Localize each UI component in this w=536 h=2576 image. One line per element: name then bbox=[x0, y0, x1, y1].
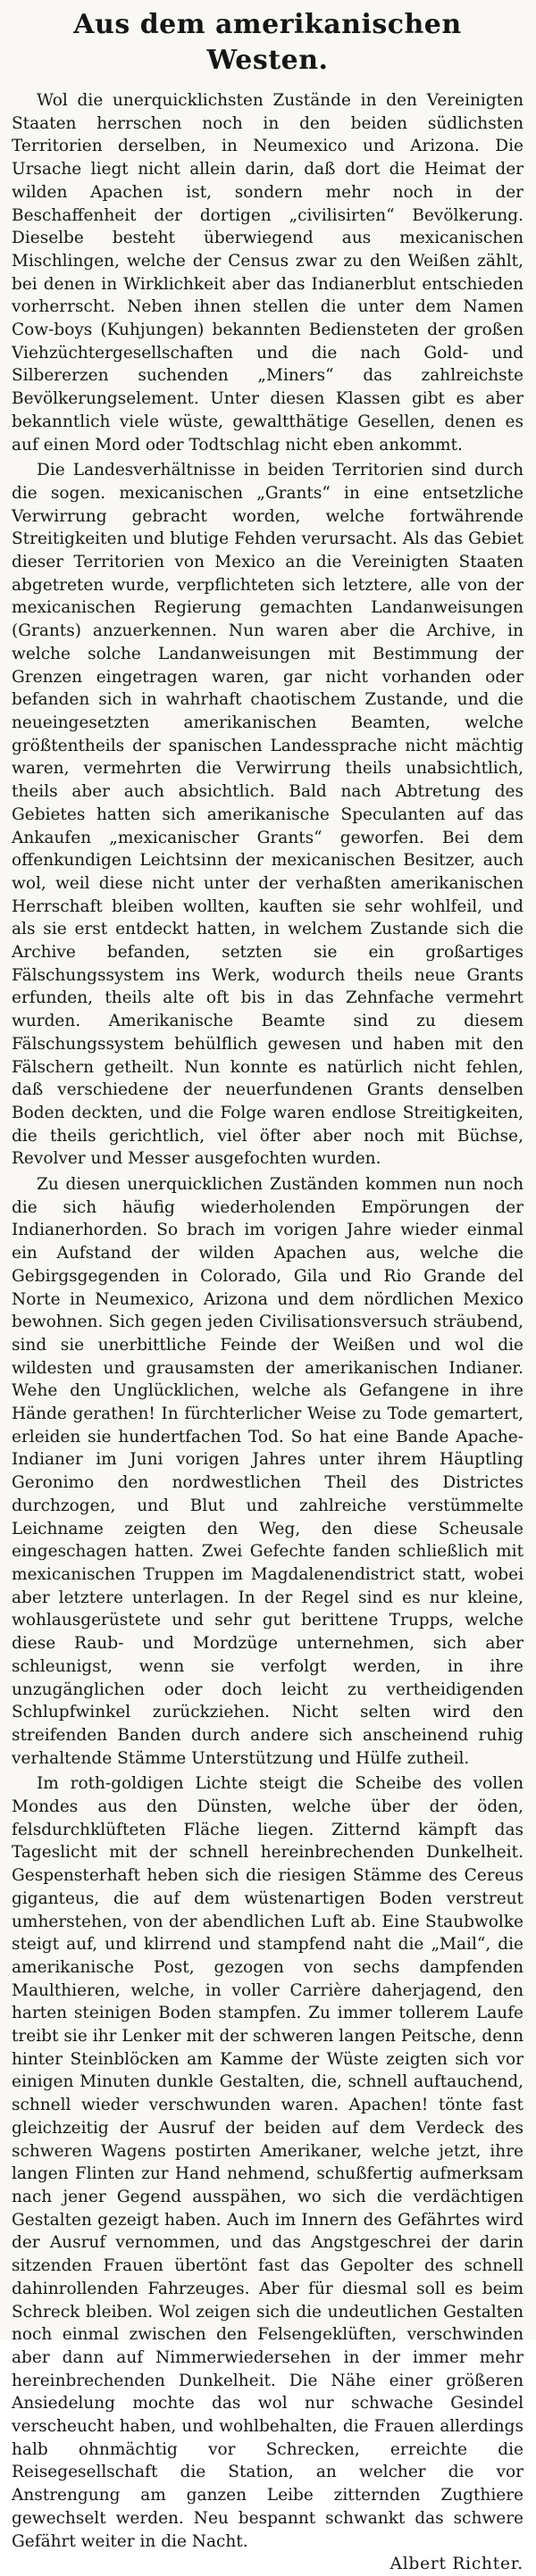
author-signature: Albert Richter. bbox=[389, 2555, 523, 2574]
article-paragraph: Die Landesverhältnisse in beiden Territorien sind durch die sogen. mexicanischen „Grants“ in eine entsetzliche Verwirrung gebracht worden, welche fortwährende Streitigkeiten und blutige Fehden verursacht. Als das Gebiet dieser Territorien von Mexico an die Vereinigten Staaten abgetreten wurde, verpflichteten sich letztere, alle von der mexicanischen Regierung gemachten Landanweisungen (Grants) anzuerkennen. Nun waren aber die Archive, in welche solche Landanweisungen mit Bestimmung der Grenzen eingetragen waren, gar nicht vorhanden oder befanden sich in wahrhaft chaotischem Zustande, und die neueingesetzten amerikanischen Beamten, welche größtentheils der spanischen Landessprache nicht mächtig waren, vermehrten die Verwirrung theils unabsichtlich, theils aber auch absichtlich. Bald nach Abtretung des Gebietes hatten sich amerikanische Speculanten auf das Ankaufen „mexicanischer Grants“ geworfen. Bei dem offenkundigen Leichtsinn der mexicanischen Besitzer, auch wol, weil diese nicht unter der verhaßten amerikanischen Herrschaft bleiben wollten, kauften sie sehr wohlfeil, und als sie erst entdeckt hatten, in welchem Zustande sich die Archive befanden, setzten sie ein großartiges Fälschungssystem ins Werk, wodurch theils neue Grants erfunden, theils alte oft bis in das Zehnfache vermehrt wurden. Amerikanische Beamte sind zu diesem Fälschungssystem behülflich gewesen und haben mit den Fälschern getheilt. Nun konnte es natürlich nicht fehlen, daß verschiedene der neuerfundenen Grants denselben Boden deckten, und die Folge waren endlose Streitigkeiten, die theils gerichtlich, viel öfter aber noch mit Büchse, Revolver und Messer ausgefochten wurden. bbox=[12, 461, 523, 1169]
article-title: Aus dem amerikanischen Westen. bbox=[73, 9, 462, 76]
article-paragraph: Im roth-goldigen Lichte steigt die Scheibe des vollen Mondes aus den Dünsten, welche über der öden, felsdurchklüfteten Fläche liegen. Zitternd kämpft das Tageslicht mit der schnell hereinbrechenden Dunkelheit. Gespensterhaft heben sich die riesigen Stämme des Cereus giganteus, die auf dem wüstenartigen Boden verstreut umherstehen, von der abendlichen Luft ab. Eine Staubwolke steigt auf, und klirrend und stampfend naht die „Mail“, die amerikanische Post, gezogen von sechs dampfenden Maulthieren, welche, in voller Carrière daherjagend, den harten steinigen Boden stampfen. Zu immer tollerem Laufe treibt sie ihr Lenker mit der schweren langen Peitsche, denn hinter Steinblöcken am Kamme der Wüste zeigten sich vor einigen Minuten dunkle Gestalten, die, schnell auftauchend, schnell wieder verschwunden waren. Apachen! tönte fast gleichzeitig der Ausruf der beiden auf dem Verdeck des schweren Wagens postirten Amerikaner, welche jetzt, ihre langen Flinten zur Hand nehmend, schußfertig aufmerksam nach jener Gegend ausspähen, wo sich die verdächtigen Gestalten gezeigt haben. Auch im Innern des Gefährtes wird der Ausruf vernommen, und das Angstgeschrei der darin sitzenden Frauen übertönt fast das Gepolter des schnell dahinrollenden Fahrzeuges. Aber für diesmal soll es beim Schreck bleiben. Wol zeigen sich die undeutlichen Gestalten noch einmal zwischen den Felsengeklüften, verschwinden aber dann auf Nimmerwiedersehen in der immer mehr hereinbrechenden Dunkelheit. Die Nähe einer größeren Ansiedelung mochte das wol nur schwache Gesindel verscheucht haben, und wohlbehalten, die Frauen allerdings halb ohnmächtig vor Schrecken, erreichte die Reisegesellschaft die Station, an welcher die vor Anstrengung am ganzen Leibe zitternden Zugthiere gewechselt werden. Neu bespannt schwankt das schwere Gefährt weiter in die Nacht. bbox=[12, 1774, 523, 2551]
article-body bbox=[12, 89, 523, 2576]
article-paragraph: Wol die unerquicklichsten Zustände in den Vereinigten Staaten herrschen noch in den beiden südlichsten Territorien derselben, in Neumexico und Arizona. Die Ursache liegt nicht allein darin, daß dort die Heimat der wilden Apachen ist, sondern mehr noch in der Beschaffenheit der dortigen „civilisirten“ Bevölkerung. Dieselbe besteht überwiegend aus mexicanischen Mischlingen, welche der Census zwar zu den Weißen zählt, bei denen in Wirklichkeit aber das Indianerblut entschieden vorherrscht. Neben ihnen stellen die unter dem Namen Cow-boys (Kuhjungen) bekannten Bediensteten der großen Viehzüchtergesellschaften und die nach Gold- und Silbererzen suchenden „Miners“ das zahlreichste Bevölkerungselement. Unter diesen Klassen gibt es aber bekanntlich viele wüste, gewaltthätige Gesellen, denen es auf einen Mord oder Todtschlag nicht eben ankommt. bbox=[12, 91, 523, 454]
article-paragraph: Zu diesen unerquicklichen Zuständen kommen nun noch die sich häufig wiederholenden Empörungen der Indianerhorden. So brach im vorigen Jahre wieder einmal ein Aufstand der wilden Apachen aus, welche die Gebirgsgegenden in Colorado, Gila und Rio Grande del Norte in Neumexico, Arizona und dem nördlichen Mexico bewohnen. Sich gegen jeden Civilisationsversuch sträubend, sind sie unerbittliche Feinde der Weißen und wol die wildesten und grausamsten der amerikanischen Indianer. Wehe den Unglücklichen, welche als Gefangene in ihre Hände gerathen! In fürchterlicher Weise zu Tode gemartert, erleiden sie hundertfachen Tod. So hat eine Bande Apache-Indianer im Juni vorigen Jahres unter ihrem Häuptling Geronimo den nordwestlichen Theil des Districtes durchzogen, und Blut und zahlreiche verstümmelte Leichname zeigten den Weg, den diese Scheusale eingeschagen hatten. Zwei Gefechte fanden schließlich mit mexicanischen Truppen im Magdalenendistrict statt, wobei aber letztere unterlagen. In der Regel sind es nur kleine, wohlausgerüstete und sehr gut berittene Trupps, welche diese Raub- und Mordzüge unternehmen, sich aber schleunigst, wenn sie verfolgt werden, in ihre unzugänglichen oder doch leicht zu vertheidigenden Schlupfwinkel zurückziehen. Nicht selten wird den streifenden Banden durch andere sich anscheinend ruhig verhaltende Stämme Unterstützung und Hülfe zutheil. bbox=[12, 1175, 523, 1768]
